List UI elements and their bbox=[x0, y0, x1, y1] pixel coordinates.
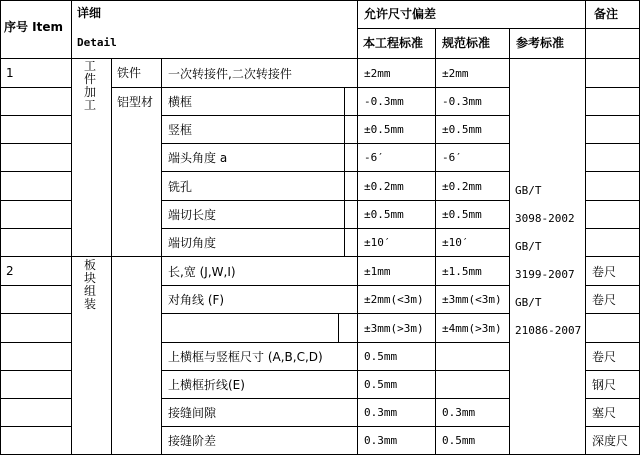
group2-row-item: 上横框折线(E) bbox=[168, 378, 245, 392]
group2-row-spec: 0.3mm bbox=[442, 406, 476, 419]
group2-row-item-cell bbox=[162, 257, 358, 286]
header-spec-std-cell bbox=[436, 29, 510, 59]
group1-no-blank-cell bbox=[0, 229, 72, 257]
header-tolerance: 允许尺寸偏差 bbox=[364, 7, 437, 21]
group2-no: 2 bbox=[6, 264, 14, 278]
group2-row-remark-cell bbox=[586, 371, 640, 399]
group2-category-cell bbox=[72, 257, 112, 455]
group1-sub-alu-cell bbox=[112, 88, 162, 257]
group1-row-project-cell bbox=[358, 144, 436, 172]
header-project-std-cell bbox=[358, 29, 436, 59]
group2-row-remark: 卷尺 bbox=[592, 293, 617, 307]
header-seq: 序号 Item bbox=[4, 20, 64, 34]
group2-row-project: 0.5mm bbox=[364, 350, 398, 363]
group2-row-spec: ±1.5mm bbox=[442, 265, 482, 278]
group2-row-spec: ±3mm(<3m) bbox=[442, 293, 502, 306]
group2-row-spec: ±4mm(>3m) bbox=[442, 322, 502, 335]
group2-row-item-cell bbox=[162, 371, 358, 399]
group1-row-project-cell bbox=[358, 201, 436, 229]
header-ref-std-cell bbox=[510, 29, 586, 59]
group2-row-spec-cell bbox=[436, 343, 510, 371]
group2-no-blank-cell bbox=[0, 399, 72, 427]
group1-sub-iron: 铁件 bbox=[117, 66, 142, 80]
group1-row-spec: ±10′ bbox=[442, 236, 469, 249]
group1-row-project: -6′ bbox=[364, 151, 384, 164]
group2-row-remark-cell bbox=[586, 314, 640, 343]
header-detail-cn: 详细 bbox=[77, 6, 102, 20]
inner-divider bbox=[344, 88, 345, 257]
group1-row-item: 端头角度 a bbox=[168, 151, 228, 165]
reference-std-line: 21086-2007 bbox=[515, 324, 582, 337]
reference-std-line: GB/T bbox=[515, 184, 542, 197]
group1-row-spec-cell bbox=[436, 201, 510, 229]
group1-row-item: 端切长度 bbox=[168, 208, 217, 222]
group2-row-spec-cell bbox=[436, 314, 510, 343]
group1-row-project: -0.3mm bbox=[364, 95, 404, 108]
group2-row-project-cell bbox=[358, 257, 436, 286]
group1-row-item: 端切角度 bbox=[168, 236, 217, 250]
group2-row-spec-cell bbox=[436, 427, 510, 455]
header-detail-en: Detail bbox=[77, 36, 117, 49]
group1-row-item: 一次转接件,二次转接件 bbox=[168, 67, 292, 81]
group1-row-remark-cell bbox=[586, 88, 640, 116]
group2-row-remark-cell bbox=[586, 427, 640, 455]
group2-row-project: 0.3mm bbox=[364, 434, 398, 447]
group1-row-spec-cell bbox=[436, 59, 510, 88]
header-seq-cell bbox=[0, 0, 72, 59]
group1-sub-alu: 铝型材 bbox=[117, 95, 154, 109]
reference-std-line: 3098-2002 bbox=[515, 212, 575, 225]
group1-no: 1 bbox=[6, 66, 14, 80]
group1-row-spec-cell bbox=[436, 116, 510, 144]
group2-row-remark: 卷尺 bbox=[592, 265, 617, 279]
group2-row-remark: 卷尺 bbox=[592, 350, 617, 364]
group1-row-spec: ±0.2mm bbox=[442, 180, 482, 193]
group2-row-project: ±3mm(>3m) bbox=[364, 322, 424, 335]
group1-row-item-cell bbox=[162, 229, 358, 257]
reference-std-line: GB/T bbox=[515, 296, 542, 309]
header-detail-cell bbox=[72, 0, 358, 59]
group2-row-remark: 塞尺 bbox=[592, 406, 617, 420]
group2-no-cell bbox=[0, 257, 72, 286]
group2-row-project: 0.5mm bbox=[364, 378, 398, 391]
group1-row-item: 竖框 bbox=[168, 123, 193, 137]
group2-row-project-cell bbox=[358, 427, 436, 455]
group1-category-cell bbox=[72, 59, 112, 257]
group2-row-item-cell bbox=[162, 427, 358, 455]
group2-row-spec-cell bbox=[436, 257, 510, 286]
group1-row-item-cell bbox=[162, 59, 358, 88]
group1-row-project: ±10′ bbox=[364, 236, 391, 249]
group2-row-spec-cell bbox=[436, 399, 510, 427]
group2-sub-blank-cell bbox=[112, 257, 162, 455]
group2-row-remark: 深度尺 bbox=[592, 434, 629, 448]
group1-no-blank-cell bbox=[0, 144, 72, 172]
group2-row-spec: 0.5mm bbox=[442, 434, 476, 447]
group1-row-item-cell bbox=[162, 172, 358, 201]
group1-row-item-cell bbox=[162, 88, 358, 116]
group1-row-remark-cell bbox=[586, 116, 640, 144]
group2-row-item-cell bbox=[162, 343, 358, 371]
header-ref-std: 参考标准 bbox=[516, 36, 565, 50]
group2-row-item: 上横框与竖框尺寸 (A,B,C,D) bbox=[168, 350, 323, 364]
group2-row-spec-cell bbox=[436, 371, 510, 399]
group1-row-spec: -6′ bbox=[442, 151, 462, 164]
reference-std-line: 3199-2007 bbox=[515, 268, 575, 281]
group1-row-spec-cell bbox=[436, 172, 510, 201]
group2-row-item-cell bbox=[162, 314, 358, 343]
reference-std-cell bbox=[510, 59, 586, 455]
inner-divider bbox=[338, 314, 339, 343]
group2-no-blank-cell bbox=[0, 343, 72, 371]
group2-row-spec-cell bbox=[436, 286, 510, 314]
group2-row-remark-cell bbox=[586, 257, 640, 286]
group1-row-item-cell bbox=[162, 201, 358, 229]
group1-category: 工件加工 bbox=[83, 59, 96, 112]
group1-no-blank-cell bbox=[0, 201, 72, 229]
group1-row-project: ±2mm bbox=[364, 67, 391, 80]
group2-row-project-cell bbox=[358, 343, 436, 371]
group1-row-spec-cell bbox=[436, 144, 510, 172]
group1-row-project: ±0.5mm bbox=[364, 208, 404, 221]
group2-row-remark: 钢尺 bbox=[592, 378, 617, 392]
header-remark: 备注 bbox=[594, 7, 619, 21]
group2-row-item: 对角线 (F) bbox=[168, 293, 225, 307]
group1-row-spec: ±0.5mm bbox=[442, 123, 482, 136]
group1-row-spec: -0.3mm bbox=[442, 95, 482, 108]
header-spec-std: 规范标准 bbox=[442, 36, 491, 50]
group1-row-remark-cell bbox=[586, 144, 640, 172]
group1-row-spec: ±2mm bbox=[442, 67, 469, 80]
group1-row-project-cell bbox=[358, 88, 436, 116]
group1-row-project: ±0.2mm bbox=[364, 180, 404, 193]
group2-no-blank-cell bbox=[0, 314, 72, 343]
group2-row-item-cell bbox=[162, 286, 358, 314]
group2-row-project-cell bbox=[358, 399, 436, 427]
group1-row-remark-cell bbox=[586, 59, 640, 88]
group2-row-remark-cell bbox=[586, 343, 640, 371]
reference-std-line: GB/T bbox=[515, 240, 542, 253]
header-project-std: 本工程标准 bbox=[363, 36, 424, 50]
group2-row-remark-cell bbox=[586, 286, 640, 314]
group2-no-blank-cell bbox=[0, 286, 72, 314]
group2-row-project-cell bbox=[358, 286, 436, 314]
group1-row-item-cell bbox=[162, 116, 358, 144]
group1-sub-iron-cell bbox=[112, 59, 162, 88]
group2-no-blank-cell bbox=[0, 371, 72, 399]
group1-row-remark-cell bbox=[586, 172, 640, 201]
group2-row-remark-cell bbox=[586, 399, 640, 427]
group1-row-item-cell bbox=[162, 144, 358, 172]
group2-row-project: ±2mm(<3m) bbox=[364, 293, 424, 306]
header-tolerance-cell bbox=[358, 0, 586, 29]
group1-row-project-cell bbox=[358, 116, 436, 144]
group1-row-spec: ±0.5mm bbox=[442, 208, 482, 221]
group2-row-item: 接缝间隙 bbox=[168, 406, 217, 420]
group1-row-remark-cell bbox=[586, 201, 640, 229]
group2-row-project: ±1mm bbox=[364, 265, 391, 278]
group2-row-item: 长,宽 (J,W,I) bbox=[168, 265, 236, 279]
group2-row-item-cell bbox=[162, 399, 358, 427]
group1-row-project-cell bbox=[358, 59, 436, 88]
group2-category: 板块组装 bbox=[83, 258, 96, 311]
group1-no-blank-cell bbox=[0, 172, 72, 201]
header-remark-cell bbox=[586, 0, 640, 29]
group2-row-item: 接缝阶差 bbox=[168, 434, 217, 448]
group2-row-project-cell bbox=[358, 314, 436, 343]
group1-row-project: ±0.5mm bbox=[364, 123, 404, 136]
group2-no-blank-cell bbox=[0, 427, 72, 455]
group1-row-remark-cell bbox=[586, 229, 640, 257]
group2-row-project: 0.3mm bbox=[364, 406, 398, 419]
group2-row-project-cell bbox=[358, 371, 436, 399]
header-remark-blank-cell bbox=[586, 29, 640, 59]
group1-row-item: 铣孔 bbox=[168, 180, 193, 194]
group1-row-project-cell bbox=[358, 229, 436, 257]
group1-no-cell bbox=[0, 59, 72, 88]
group1-row-project-cell bbox=[358, 172, 436, 201]
group1-no-blank-cell bbox=[0, 88, 72, 116]
group1-row-spec-cell bbox=[436, 229, 510, 257]
group1-no-blank-cell bbox=[0, 116, 72, 144]
group1-row-item: 横框 bbox=[168, 95, 193, 109]
group1-row-spec-cell bbox=[436, 88, 510, 116]
